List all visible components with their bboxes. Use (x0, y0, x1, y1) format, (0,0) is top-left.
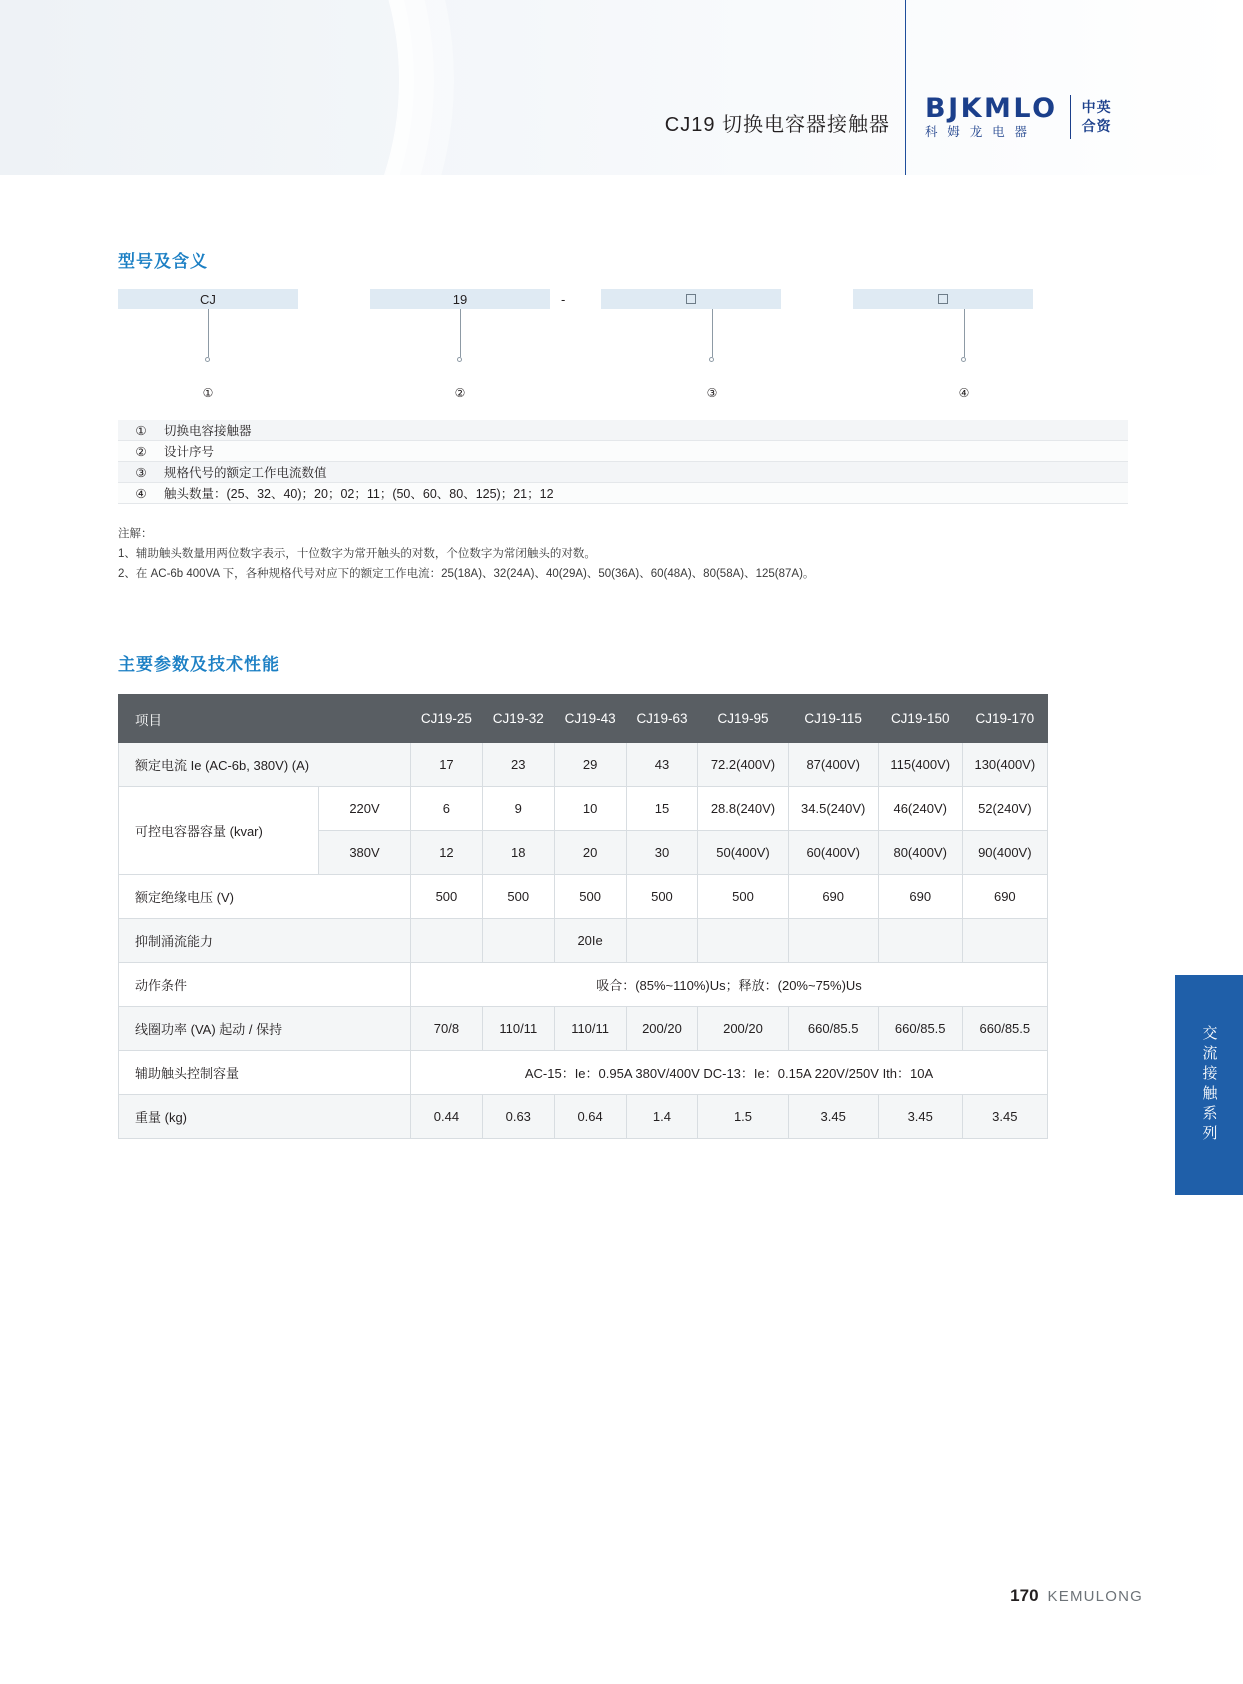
table-cell: 17 (411, 743, 483, 787)
column-header: CJ19-32 (482, 695, 554, 743)
legend-text: 切换电容接触器 (164, 424, 252, 438)
table-cell: 20 (554, 831, 626, 875)
leader-line-4 (964, 309, 965, 357)
model-code-legend (118, 420, 1128, 504)
table-cell: 3.45 (962, 1095, 1047, 1139)
logo-chinese-name: 科 姆 龙 电 器 (925, 125, 1031, 140)
note-line: 2、在 AC-6b 400VA 下，各种规格代号对应下的额定工作电流：25(18A)、32(24A)、40(29A)、50(36A)、60(48A)、80(58A)、125(87A)。 (118, 568, 815, 581)
legend-marker: ① (135, 423, 147, 438)
table-cell: 115(400V) (878, 743, 962, 787)
legend-text: 设计序号 (164, 445, 215, 459)
table-cell: 28.8(240V) (698, 787, 788, 831)
leader-line-2 (460, 309, 461, 357)
row-label: 动作条件 (119, 963, 411, 1007)
table-header-row (119, 695, 1048, 743)
table-cell: 46(240V) (878, 787, 962, 831)
legend-marker: ③ (135, 465, 147, 480)
table-cell: 50(400V) (698, 831, 788, 875)
legend-marker: ② (135, 444, 147, 459)
logo-separator (1070, 95, 1071, 139)
legend-row (118, 462, 1128, 483)
table-cell: 500 (698, 875, 788, 919)
table-cell (698, 919, 788, 963)
square-placeholder-icon (938, 294, 948, 304)
model-code-box-2: 19 (370, 289, 550, 309)
logo-english-name: BJKMLO (925, 93, 1058, 125)
row-label: 重量 (kg) (119, 1095, 411, 1139)
square-placeholder-icon (686, 294, 696, 304)
table-cell: 660/85.5 (788, 1007, 878, 1051)
footer-brand: KEMULONG (1047, 1588, 1143, 1605)
model-code-box-3 (601, 289, 781, 309)
table-cell: 3.45 (878, 1095, 962, 1139)
table-cell: 12 (411, 831, 483, 875)
table-cell: 43 (626, 743, 698, 787)
table-cell: 60(400V) (788, 831, 878, 875)
page-number: 170 (1010, 1586, 1039, 1605)
table-cell: 87(400V) (788, 743, 878, 787)
table-header (119, 695, 1048, 743)
table-cell: 52(240V) (962, 787, 1047, 831)
row-label: 可控电容器容量 (kvar) (119, 787, 319, 875)
table-cell: 23 (482, 743, 554, 787)
row-label: 额定电流 Ie (AC-6b, 380V) (A) (119, 743, 411, 787)
table-cell: 690 (962, 875, 1047, 919)
table-cell: 0.63 (482, 1095, 554, 1139)
row-label: 额定绝缘电压 (V) (119, 875, 411, 919)
row-sublabel: 380V (319, 831, 411, 875)
side-tab-category (1175, 975, 1243, 1195)
legend-text: 触头数量：(25、32、40)；20；02；11；(50、60、80、125)；21；12 (164, 487, 554, 501)
notes-title: 注解： (118, 528, 153, 540)
table-cell-merged: 吸合：(85%~110%)Us；释放：(20%~75%)Us (411, 963, 1048, 1007)
table-cell (962, 919, 1047, 963)
table-cell: 90(400V) (962, 831, 1047, 875)
table-cell (411, 919, 483, 963)
row-label: 线圈功率 (VA) 起动 / 保持 (119, 1007, 411, 1051)
legend-row (118, 420, 1128, 441)
section-title-parameters: 主要参数及技术性能 (118, 655, 280, 674)
table-row (119, 875, 1048, 919)
row-sublabel: 220V (319, 787, 411, 831)
logo-tagline (1082, 98, 1112, 136)
table-cell: 110/11 (482, 1007, 554, 1051)
leader-line-1 (208, 309, 209, 357)
legend-text: 规格代号的额定工作电流数值 (164, 466, 327, 480)
table-cell: 130(400V) (962, 743, 1047, 787)
table-cell: 200/20 (698, 1007, 788, 1051)
table-row (119, 1051, 1048, 1095)
table-cell: 70/8 (411, 1007, 483, 1051)
column-header: CJ19-150 (878, 695, 962, 743)
row-label: 辅助触头控制容量 (119, 1051, 411, 1095)
marker-1: ① (202, 386, 214, 400)
table-body (119, 743, 1048, 1139)
table-cell (482, 919, 554, 963)
table-row (119, 1007, 1048, 1051)
header-divider-rule (905, 0, 906, 175)
table-cell: 10 (554, 787, 626, 831)
table-cell: 500 (554, 875, 626, 919)
table-cell: 0.44 (411, 1095, 483, 1139)
logo-tagline-line2: 合资 (1081, 118, 1112, 134)
model-code-dash: - (561, 291, 566, 307)
table-cell: 29 (554, 743, 626, 787)
table-row (119, 1095, 1048, 1139)
row-label: 抑制涌流能力 (119, 919, 411, 963)
table-row (119, 919, 1048, 963)
model-code-box-4 (853, 289, 1033, 309)
column-header: CJ19-115 (788, 695, 878, 743)
table-cell: 3.45 (788, 1095, 878, 1139)
table-cell: 690 (788, 875, 878, 919)
table-row (119, 963, 1048, 1007)
table-cell (626, 919, 698, 963)
table-cell (878, 919, 962, 963)
table-cell: 500 (482, 875, 554, 919)
table-cell: 1.4 (626, 1095, 698, 1139)
page-footer (1010, 1586, 1143, 1606)
notes-block (118, 524, 1128, 584)
marker-4: ④ (958, 386, 970, 400)
section-title-model: 型号及含义 (118, 252, 208, 271)
table-cell (788, 919, 878, 963)
legend-marker: ④ (135, 486, 147, 501)
leader-dot-2 (457, 357, 462, 362)
page-header (0, 0, 1243, 175)
marker-2: ② (454, 386, 466, 400)
parameter-table (118, 694, 1048, 1139)
table-cell: 200/20 (626, 1007, 698, 1051)
page-title: CJ19 切换电容器接触器 (664, 114, 890, 136)
column-header: CJ19-95 (698, 695, 788, 743)
column-header: CJ19-170 (962, 695, 1047, 743)
table-row (119, 787, 1048, 831)
table-cell: 6 (411, 787, 483, 831)
table-cell: 30 (626, 831, 698, 875)
column-header: CJ19-63 (626, 695, 698, 743)
table-cell-merged: AC-15：Ie：0.95A 380V/400V DC-13：Ie：0.15A 220V/250V Ith：10A (411, 1051, 1048, 1095)
leader-dot-3 (709, 357, 714, 362)
note-line: 1、辅助触头数量用两位数字表示，十位数字为常开触头的对数，个位数字为常闭触头的对数。 (118, 548, 596, 561)
side-tab-label: 交流接触系列 (1200, 1025, 1218, 1145)
table-cell: 72.2(400V) (698, 743, 788, 787)
table-row (119, 743, 1048, 787)
legend-row (118, 441, 1128, 462)
marker-3: ③ (706, 386, 718, 400)
model-code-diagram (118, 289, 1128, 309)
logo-tagline-line1: 中英 (1081, 99, 1112, 116)
table-cell: 9 (482, 787, 554, 831)
company-logo (925, 95, 1112, 139)
table-cell: 110/11 (554, 1007, 626, 1051)
column-header: CJ19-43 (554, 695, 626, 743)
table-cell: 500 (411, 875, 483, 919)
model-code-box-1: CJ (118, 289, 298, 309)
table-cell: 660/85.5 (878, 1007, 962, 1051)
table-cell: 690 (878, 875, 962, 919)
column-header-item: 项目 (119, 695, 411, 743)
decorative-arcs (0, 0, 400, 175)
leader-dot-4 (961, 357, 966, 362)
table-cell: 34.5(240V) (788, 787, 878, 831)
table-cell: 20Ie (554, 919, 626, 963)
table-cell: 0.64 (554, 1095, 626, 1139)
legend-row (118, 483, 1128, 504)
table-cell: 660/85.5 (962, 1007, 1047, 1051)
column-header: CJ19-25 (411, 695, 483, 743)
leader-dot-1 (205, 357, 210, 362)
leader-line-3 (712, 309, 713, 357)
table-cell: 500 (626, 875, 698, 919)
table-cell: 18 (482, 831, 554, 875)
table-cell: 80(400V) (878, 831, 962, 875)
table-cell: 15 (626, 787, 698, 831)
table-cell: 1.5 (698, 1095, 788, 1139)
